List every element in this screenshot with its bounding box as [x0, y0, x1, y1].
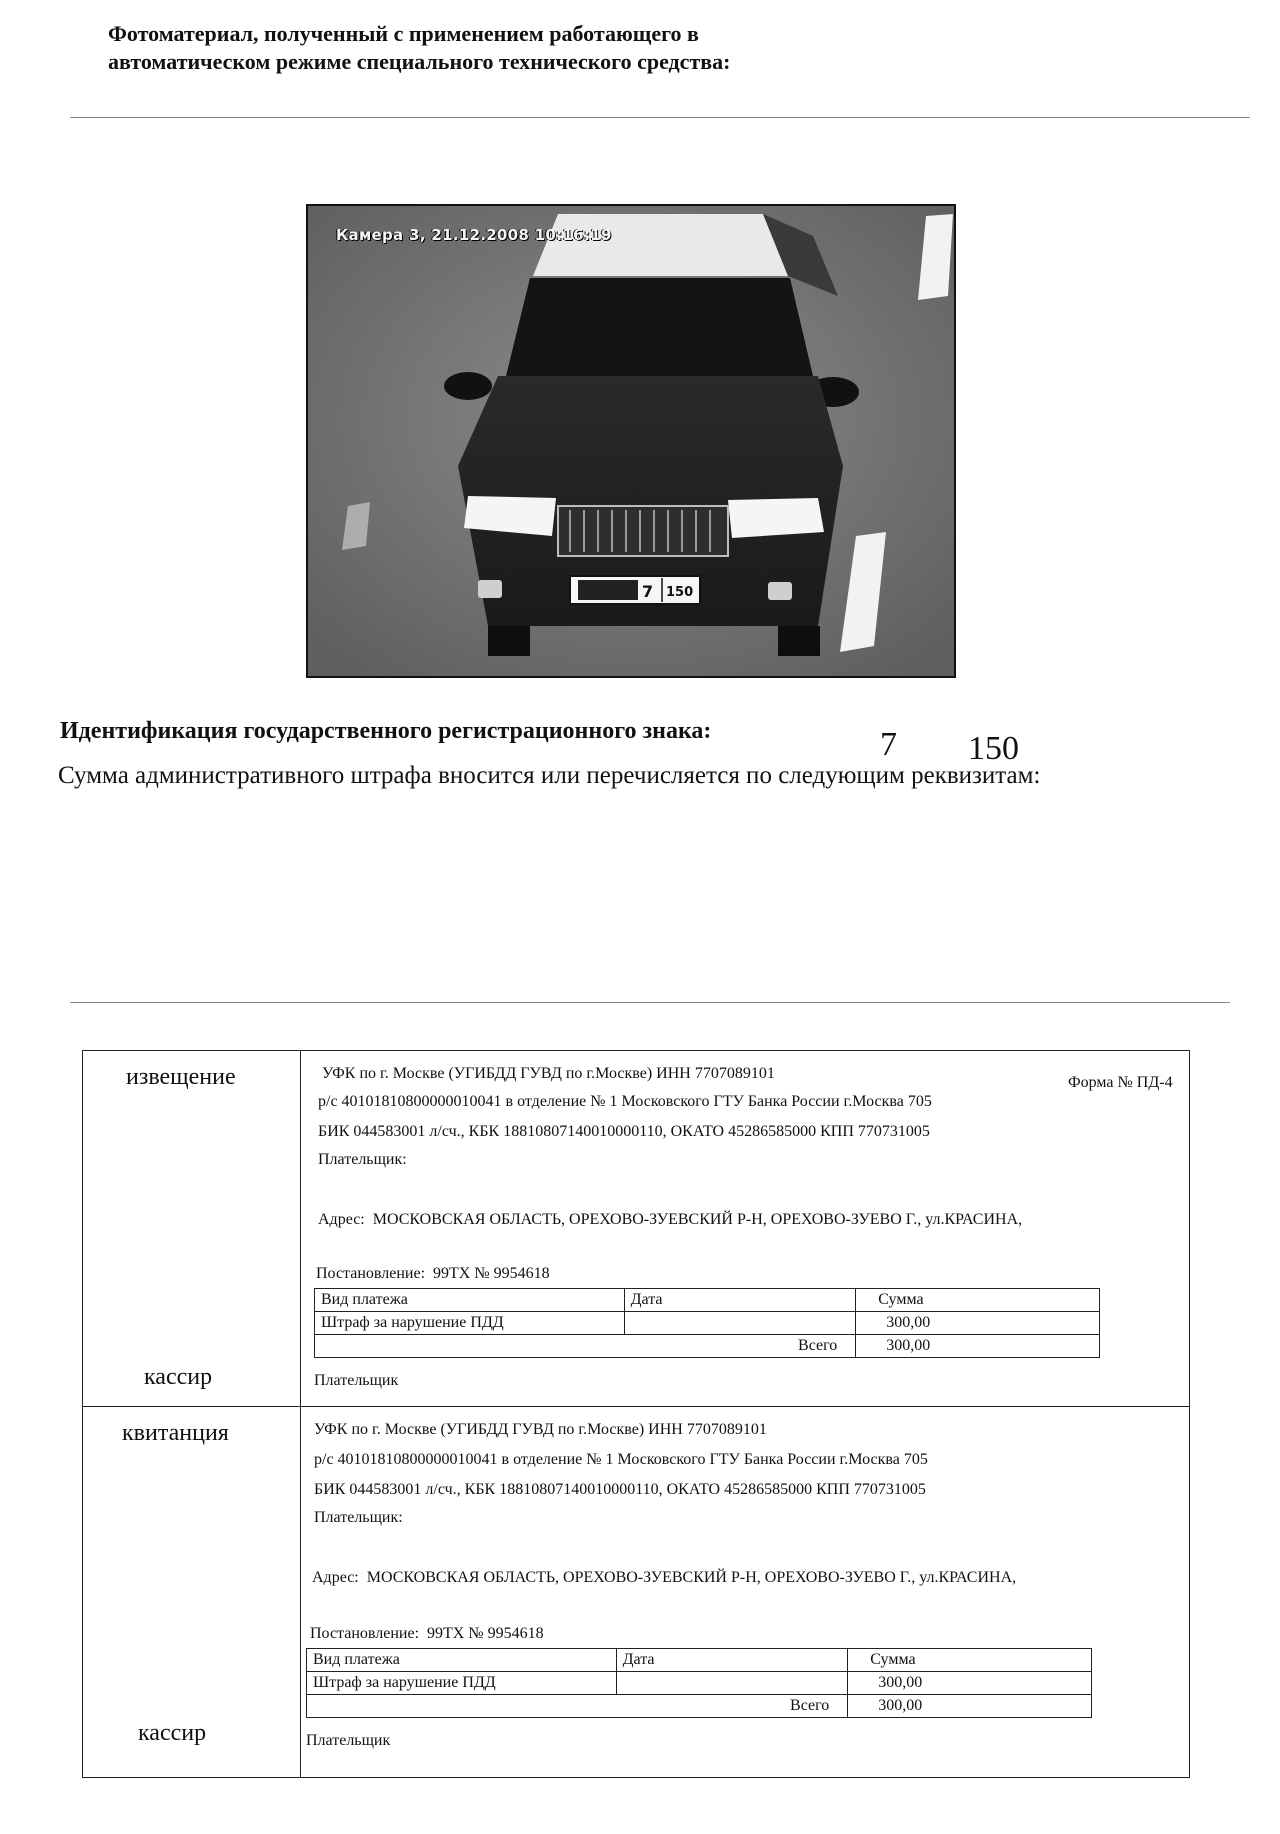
top-divider: [70, 117, 1250, 118]
total-label: Всего: [307, 1695, 848, 1718]
decree-number: 99ТХ № 9954618: [433, 1265, 550, 1282]
payer-footer: Плательщик: [306, 1732, 391, 1749]
form-vertical-divider: [300, 1050, 301, 1778]
header-payment-type: Вид платежа: [315, 1289, 625, 1312]
payment-amount: 300,00: [856, 1312, 1100, 1335]
payment-table: [306, 1648, 1092, 1718]
payment-date: [624, 1312, 856, 1335]
address-line: [318, 1210, 1022, 1230]
address-label: Адрес:: [312, 1569, 359, 1586]
account-line: р/с 40101810800000010041 в отделение № 1 Московского ГТУ Банка России г.Москва 705: [318, 1093, 932, 1110]
payer-label: Плательщик:: [318, 1151, 407, 1168]
payment-amount: 300,00: [848, 1672, 1092, 1695]
header-payment-type: Вид платежа: [307, 1649, 617, 1672]
section-title-receipt: квитанция: [122, 1420, 229, 1446]
car-photo-illustration: [308, 206, 954, 676]
table-total-row: [307, 1695, 1092, 1718]
title-line-1: Фотоматериал, полученный с применением работающего в: [108, 21, 699, 46]
payment-date: [616, 1672, 848, 1695]
cashier-label: кассир: [138, 1720, 207, 1746]
address-value: МОСКОВСКАЯ ОБЛАСТЬ, ОРЕХОВО-ЗУЕВСКИЙ Р-Н, ОРЕХОВО-ЗУЕВО Г., ул.КРАСИНА,: [366, 1569, 1017, 1586]
table-total-row: [315, 1335, 1100, 1358]
total-label: Всего: [315, 1335, 856, 1358]
table-row: [315, 1312, 1100, 1335]
decree-number: 99ТХ № 9954618: [427, 1625, 544, 1642]
header-amount: Сумма: [848, 1649, 1092, 1672]
address-line: [312, 1568, 1016, 1588]
form-number: Форма № ПД-4: [1068, 1074, 1173, 1091]
table-header-row: [315, 1289, 1100, 1312]
table-header-row: [307, 1649, 1092, 1672]
decree-label: Постановление:: [316, 1265, 426, 1282]
payer-footer: Плательщик: [314, 1372, 399, 1389]
account-line: р/с 40101810800000010041 в отделение № 1 Московского ГТУ Банка России г.Москва 705: [314, 1451, 928, 1468]
address-label: Адрес:: [318, 1211, 365, 1228]
bank-line: БИК 044583001 л/сч., КБК 18810807140010000110, ОКАТО 45286585000 КПП 770731005: [318, 1123, 930, 1140]
header-date: Дата: [624, 1289, 856, 1312]
plate-photo-region: 150: [666, 585, 694, 600]
address-value: МОСКОВСКАЯ ОБЛАСТЬ, ОРЕХОВО-ЗУЕВСКИЙ Р-Н, ОРЕХОВО-ЗУЕВО Г., ул.КРАСИНА,: [372, 1211, 1023, 1228]
header-date: Дата: [616, 1649, 848, 1672]
payment-type: Штраф за нарушение ПДД: [315, 1312, 625, 1335]
section-title-notice: извещение: [126, 1064, 236, 1090]
header-amount: Сумма: [856, 1289, 1100, 1312]
title-line-2: автоматическом режиме специального технического средства:: [108, 49, 731, 74]
plate-identification-label: Идентификация государственного регистрационного знака:: [60, 718, 712, 744]
bank-line: БИК 044583001 л/сч., КБК 18810807140010000110, ОКАТО 45286585000 КПП 770731005: [314, 1481, 926, 1498]
decree-line: [310, 1624, 544, 1644]
camera-caption: Камера 3, 21.12.2008 10:16:19: [336, 226, 612, 244]
total-amount: 300,00: [848, 1695, 1092, 1718]
table-row: [307, 1672, 1092, 1695]
camera-photo: [306, 204, 956, 678]
plate-region: 150: [968, 730, 1019, 767]
payment-type: Штраф за нарушение ПДД: [307, 1672, 617, 1695]
cashier-label: кассир: [144, 1364, 213, 1390]
form-horizontal-divider: [82, 1406, 1190, 1407]
plate-number: 7: [880, 726, 897, 763]
decree-line: [316, 1264, 550, 1284]
total-amount: 300,00: [856, 1335, 1100, 1358]
payer-label: Плательщик:: [314, 1509, 403, 1526]
document-title: [108, 20, 1108, 76]
plate-photo-number: 7: [642, 582, 654, 601]
payment-intro: Сумма административного штрафа вносится или перечисляется по следующим реквизитам:: [58, 762, 1041, 789]
recipient-line: УФК по г. Москве (УГИБДД ГУВД по г.Москве) ИНН 7707089101: [314, 1421, 767, 1438]
recipient-line: УФК по г. Москве (УГИБДД ГУВД по г.Москве) ИНН 7707089101: [322, 1065, 775, 1082]
payment-table: [314, 1288, 1100, 1358]
middle-divider: [70, 1002, 1230, 1003]
decree-label: Постановление:: [310, 1625, 420, 1642]
